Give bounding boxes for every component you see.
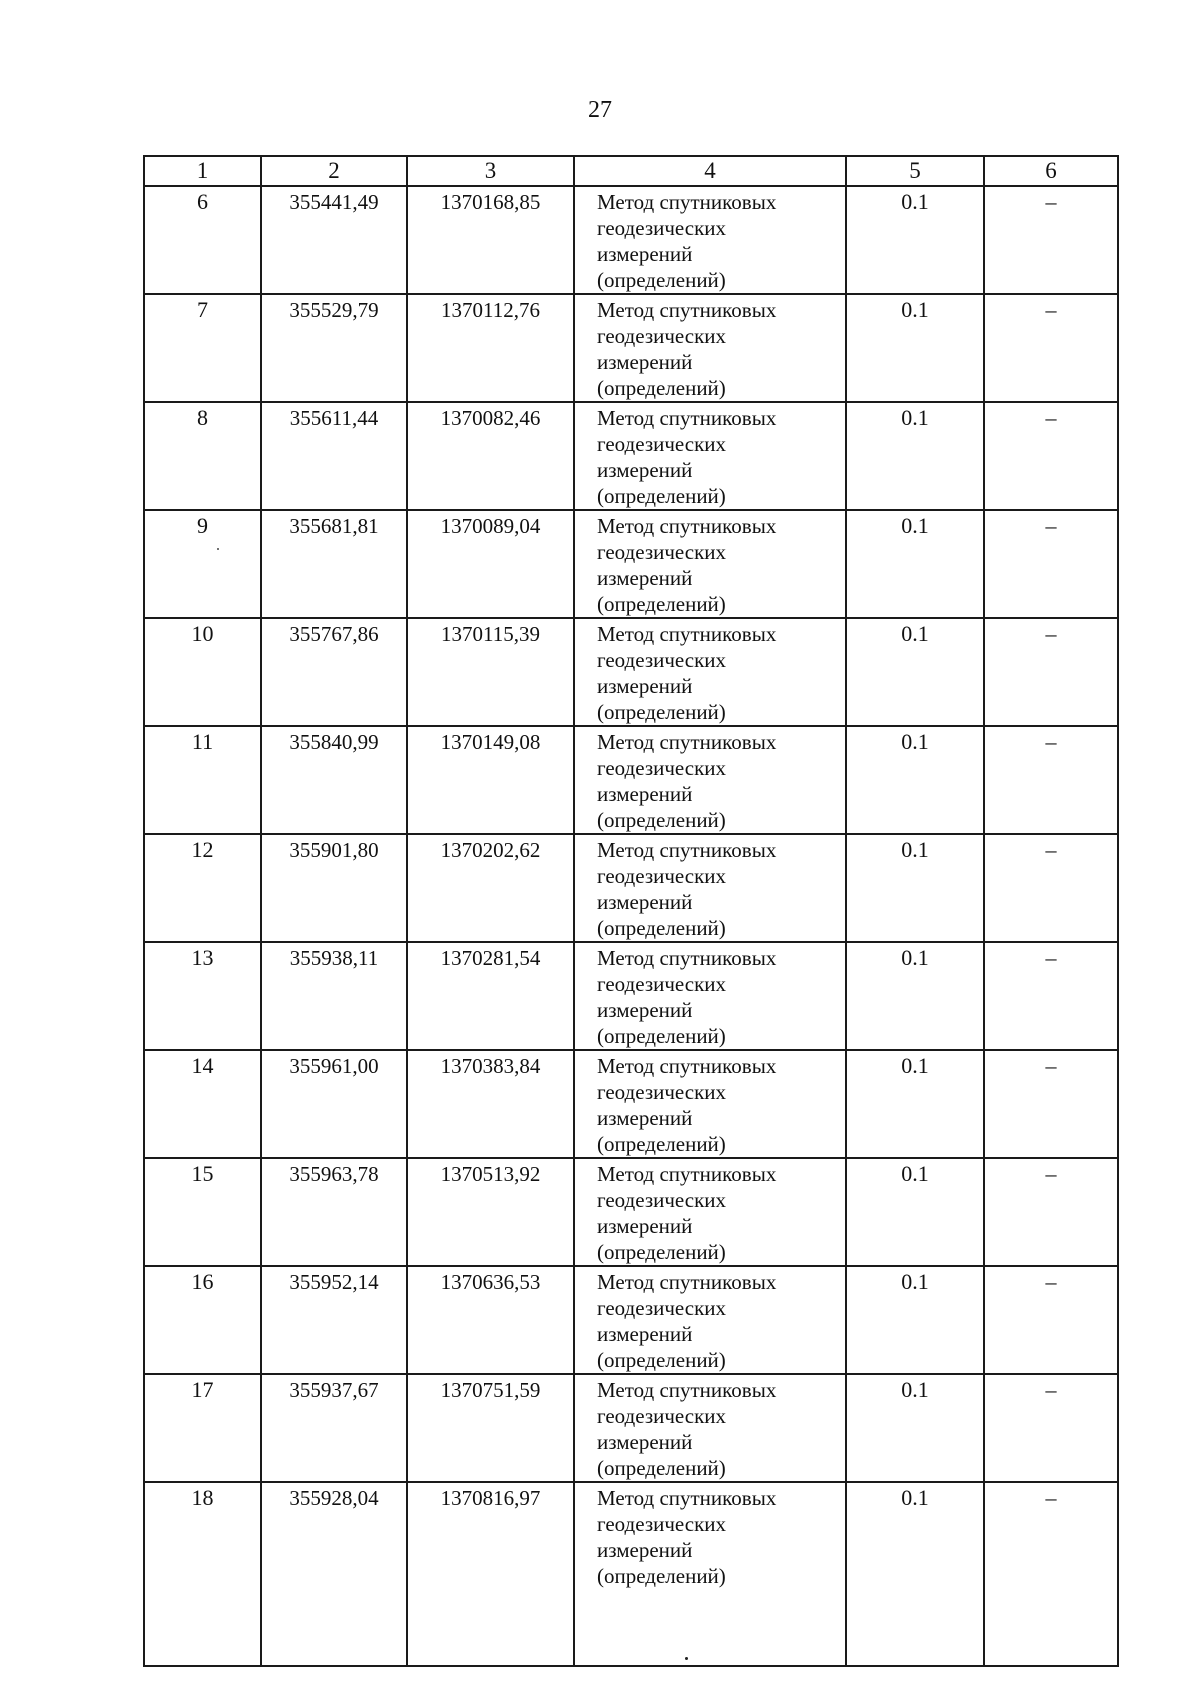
method-line: (определений) xyxy=(597,1024,726,1048)
method-line: Метод спутниковых xyxy=(597,190,777,214)
point-number-cell: 15 xyxy=(144,1158,261,1266)
method-line: измерений xyxy=(597,1214,693,1238)
method-cell xyxy=(574,1050,846,1158)
method-line: (определений) xyxy=(597,1456,726,1480)
method-line: Метод спутниковых xyxy=(597,1378,777,1402)
method-line: (определений) xyxy=(597,592,726,616)
y-coordinate-cell: 1370082,46 xyxy=(407,402,574,510)
method-line: геодезических xyxy=(597,972,727,996)
y-coordinate-cell: 1370089,04 xyxy=(407,510,574,618)
method-line: измерений xyxy=(597,998,693,1022)
header-cell: 4 xyxy=(574,156,846,186)
method-cell xyxy=(574,726,846,834)
description-cell: – xyxy=(984,402,1118,510)
method-line: геодезических xyxy=(597,216,727,240)
table-row xyxy=(144,834,1118,942)
method-line: геодезических xyxy=(597,1404,727,1428)
y-coordinate-cell: 1370168,85 xyxy=(407,186,574,294)
accuracy-cell: 0.1 xyxy=(846,1050,984,1158)
method-line: (определений) xyxy=(597,1240,726,1264)
description-cell: – xyxy=(984,1374,1118,1482)
method-line: измерений xyxy=(597,1106,693,1130)
description-cell: – xyxy=(984,1482,1118,1666)
y-coordinate-cell: 1370816,97 xyxy=(407,1482,574,1666)
table-header-row xyxy=(144,156,1118,186)
point-number-cell: 14 xyxy=(144,1050,261,1158)
method-line: геодезических xyxy=(597,1080,727,1104)
method-cell xyxy=(574,942,846,1050)
header-cell: 6 xyxy=(984,156,1118,186)
x-coordinate-cell: 355961,00 xyxy=(261,1050,407,1158)
coordinates-table xyxy=(143,155,1119,1667)
table-row xyxy=(144,942,1118,1050)
method-line: измерений xyxy=(597,890,693,914)
method-line: геодезических xyxy=(597,1188,727,1212)
y-coordinate-cell: 1370513,92 xyxy=(407,1158,574,1266)
page-number: 27 xyxy=(588,97,612,123)
description-cell: – xyxy=(984,294,1118,402)
accuracy-cell: 0.1 xyxy=(846,618,984,726)
method-line: Метод спутниковых xyxy=(597,622,777,646)
table-row xyxy=(144,726,1118,834)
method-line: Метод спутниковых xyxy=(597,1486,777,1510)
method-line: Метод спутниковых xyxy=(597,514,777,538)
point-number-cell: 12 xyxy=(144,834,261,942)
x-coordinate-cell: 355681,81 xyxy=(261,510,407,618)
method-line: геодезических xyxy=(597,864,727,888)
point-number-cell: 11 xyxy=(144,726,261,834)
method-line: Метод спутниковых xyxy=(597,298,777,322)
description-cell: – xyxy=(984,834,1118,942)
accuracy-cell: 0.1 xyxy=(846,1374,984,1482)
method-cell xyxy=(574,1482,846,1666)
table-row xyxy=(144,1482,1118,1666)
method-line: измерений xyxy=(597,350,693,374)
y-coordinate-cell: 1370112,76 xyxy=(407,294,574,402)
method-line: (определений) xyxy=(597,1348,726,1372)
x-coordinate-cell: 355928,04 xyxy=(261,1482,407,1666)
method-line: Метод спутниковых xyxy=(597,838,777,862)
method-line: Метод спутниковых xyxy=(597,946,777,970)
y-coordinate-cell: 1370751,59 xyxy=(407,1374,574,1482)
table-row xyxy=(144,1158,1118,1266)
accuracy-cell: 0.1 xyxy=(846,1482,984,1666)
y-coordinate-cell: 1370636,53 xyxy=(407,1266,574,1374)
accuracy-cell: 0.1 xyxy=(846,942,984,1050)
method-cell xyxy=(574,1374,846,1482)
accuracy-cell: 0.1 xyxy=(846,1266,984,1374)
scan-speck xyxy=(685,1657,688,1660)
point-number-cell: 6 xyxy=(144,186,261,294)
x-coordinate-cell: 355611,44 xyxy=(261,402,407,510)
method-cell xyxy=(574,618,846,726)
method-line: (определений) xyxy=(597,268,726,292)
description-cell: – xyxy=(984,1050,1118,1158)
method-line: (определений) xyxy=(597,376,726,400)
method-line: измерений xyxy=(597,782,693,806)
y-coordinate-cell: 1370149,08 xyxy=(407,726,574,834)
table-row xyxy=(144,186,1118,294)
description-cell: – xyxy=(984,1266,1118,1374)
table-row xyxy=(144,294,1118,402)
x-coordinate-cell: 355840,99 xyxy=(261,726,407,834)
accuracy-cell: 0.1 xyxy=(846,834,984,942)
description-cell: – xyxy=(984,186,1118,294)
description-cell: – xyxy=(984,618,1118,726)
method-line: измерений xyxy=(597,566,693,590)
method-line: Метод спутниковых xyxy=(597,1162,777,1186)
header-cell: 3 xyxy=(407,156,574,186)
accuracy-cell: 0.1 xyxy=(846,1158,984,1266)
x-coordinate-cell: 355952,14 xyxy=(261,1266,407,1374)
method-line: Метод спутниковых xyxy=(597,730,777,754)
method-line: Метод спутниковых xyxy=(597,406,777,430)
scan-speck xyxy=(217,548,219,550)
description-cell: – xyxy=(984,942,1118,1050)
accuracy-cell: 0.1 xyxy=(846,726,984,834)
method-cell xyxy=(574,294,846,402)
method-line: (определений) xyxy=(597,700,726,724)
description-cell: – xyxy=(984,1158,1118,1266)
point-number-cell: 7 xyxy=(144,294,261,402)
x-coordinate-cell: 355963,78 xyxy=(261,1158,407,1266)
method-line: геодезических xyxy=(597,1296,727,1320)
method-cell xyxy=(574,1158,846,1266)
header-cell: 5 xyxy=(846,156,984,186)
x-coordinate-cell: 355529,79 xyxy=(261,294,407,402)
point-number-cell: 16 xyxy=(144,1266,261,1374)
method-line: (определений) xyxy=(597,808,726,832)
method-line: Метод спутниковых xyxy=(597,1054,777,1078)
method-line: геодезических xyxy=(597,324,727,348)
method-cell xyxy=(574,186,846,294)
accuracy-cell: 0.1 xyxy=(846,510,984,618)
header-cell: 2 xyxy=(261,156,407,186)
x-coordinate-cell: 355937,67 xyxy=(261,1374,407,1482)
point-number-cell: 8 xyxy=(144,402,261,510)
method-cell xyxy=(574,834,846,942)
table-row xyxy=(144,618,1118,726)
y-coordinate-cell: 1370202,62 xyxy=(407,834,574,942)
table-row xyxy=(144,1374,1118,1482)
y-coordinate-cell: 1370383,84 xyxy=(407,1050,574,1158)
point-number-cell: 17 xyxy=(144,1374,261,1482)
method-cell xyxy=(574,510,846,618)
header-cell: 1 xyxy=(144,156,261,186)
method-line: геодезических xyxy=(597,1512,727,1536)
x-coordinate-cell: 355767,86 xyxy=(261,618,407,726)
table-row xyxy=(144,1050,1118,1158)
accuracy-cell: 0.1 xyxy=(846,186,984,294)
method-line: измерений xyxy=(597,242,693,266)
table-row xyxy=(144,402,1118,510)
accuracy-cell: 0.1 xyxy=(846,402,984,510)
description-cell: – xyxy=(984,510,1118,618)
method-line: измерений xyxy=(597,674,693,698)
point-number-cell: 10 xyxy=(144,618,261,726)
description-cell: – xyxy=(984,726,1118,834)
method-line: геодезических xyxy=(597,648,727,672)
y-coordinate-cell: 1370281,54 xyxy=(407,942,574,1050)
x-coordinate-cell: 355901,80 xyxy=(261,834,407,942)
method-cell xyxy=(574,402,846,510)
method-line: (определений) xyxy=(597,1564,726,1588)
point-number-cell: 18 xyxy=(144,1482,261,1666)
y-coordinate-cell: 1370115,39 xyxy=(407,618,574,726)
method-line: (определений) xyxy=(597,916,726,940)
point-number-cell: 9 xyxy=(144,510,261,618)
method-line: измерений xyxy=(597,1430,693,1454)
x-coordinate-cell: 355441,49 xyxy=(261,186,407,294)
method-line: измерений xyxy=(597,1538,693,1562)
method-line: геодезических xyxy=(597,756,727,780)
method-line: (определений) xyxy=(597,1132,726,1156)
table-row xyxy=(144,510,1118,618)
point-number-cell: 13 xyxy=(144,942,261,1050)
method-line: (определений) xyxy=(597,484,726,508)
table-row xyxy=(144,1266,1118,1374)
method-line: геодезических xyxy=(597,540,727,564)
method-cell xyxy=(574,1266,846,1374)
method-line: Метод спутниковых xyxy=(597,1270,777,1294)
x-coordinate-cell: 355938,11 xyxy=(261,942,407,1050)
accuracy-cell: 0.1 xyxy=(846,294,984,402)
method-line: геодезических xyxy=(597,432,727,456)
method-line: измерений xyxy=(597,458,693,482)
method-line: измерений xyxy=(597,1322,693,1346)
